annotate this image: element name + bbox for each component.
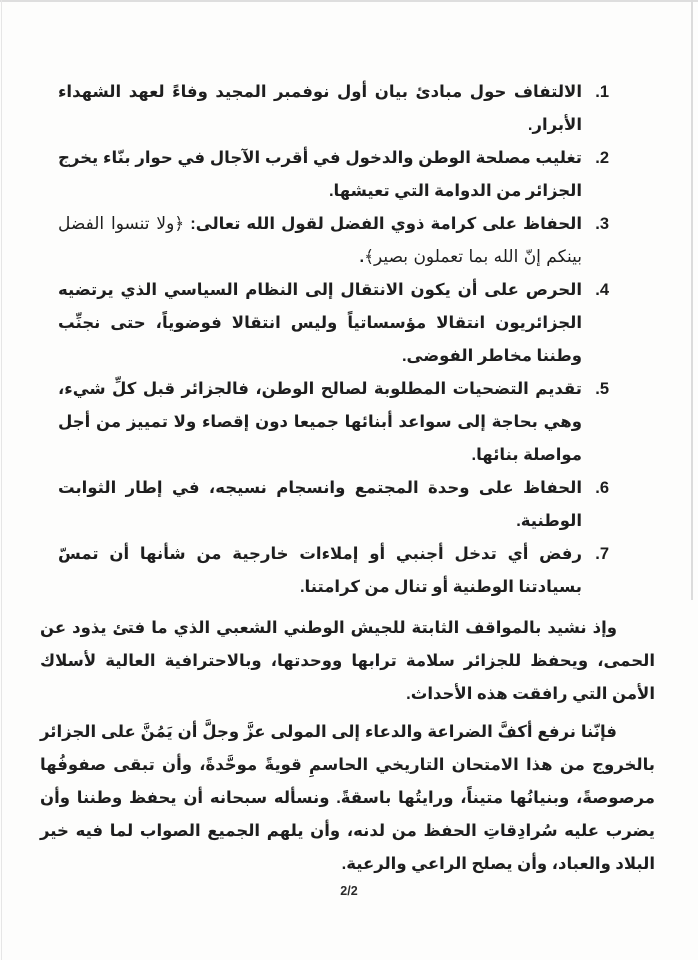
scan-edge-left xyxy=(1,0,2,960)
quran-verse: ﴿ولا تنسوا الفضل بينكم إنّ الله بما تعملون بصير﴾ xyxy=(58,214,582,267)
list-item-number: 6. xyxy=(595,479,609,497)
list-item xyxy=(58,373,609,472)
list-item-text: تقديم التضحيات المطلوبة لصالح الوطن، فالجزائر قبل كلِّ شيء، وهي بحاجة إلى سواعد أبنائها جميعا دون إقصاء ولا تمييز من أجل مواصلة بنائها. xyxy=(58,380,582,464)
scan-edge-top xyxy=(0,0,698,2)
list-item-text: رفض أي تدخل أجنبي أو إملاءات خارجية من شأنها أن تمسّ بسيادتنا الوطنية أو تنال من كرامتنا. xyxy=(58,545,582,596)
list-item xyxy=(58,472,609,538)
list-item-text: . xyxy=(359,248,365,266)
list-item-number: 5. xyxy=(595,380,609,398)
list-item-number: 1. xyxy=(595,83,609,101)
page-number: 2/2 xyxy=(340,884,358,898)
document-body xyxy=(40,76,655,881)
list-item xyxy=(58,274,609,373)
list-item-text: الالتفاف حول مبادئ بيان أول نوفمبر المجيد وفاءً لعهد الشهداء الأبرار. xyxy=(58,83,582,134)
closing-section xyxy=(40,612,655,881)
list-item-number: 7. xyxy=(595,545,609,563)
numbered-list xyxy=(58,76,609,604)
list-item xyxy=(58,538,609,604)
list-item xyxy=(58,76,609,142)
list-item xyxy=(58,142,609,208)
closing-paragraph: وإذ نشيد بالمواقف الثابتة للجيش الوطني الشعبي الذي ما فتئ يذود عن الحمى، ويحفظ للجزائر سلامة ترابها ووحدتها، وبالاحترافية العالية لأسلاك الأمن التي رافقت هذه الأحداث. xyxy=(40,619,655,703)
list-item-text: الحفاظ على كرامة ذوي الفضل لقول الله تعالى: xyxy=(184,215,582,233)
list-item xyxy=(58,208,609,274)
scan-edge-right xyxy=(691,0,693,600)
closing-paragraph: فإنّنا نرفع أكفَّ الضراعة والدعاء إلى المولى عزَّ وجلَّ أن يَمُنَّ على الجزائر بالخروج من هذا الامتحان التاريخي الحاسمِ قويةً موحَّدةً، وأن تبقى صفوفُها مرصوصةً، وبنيانُها متيناً، ورايتُها باسقةً. ونسأله سبحانه أن يحفظ وطننا وأن يضرب عليه سُرادِقاتِ الحفظ من لدنه، وأن يلهم الجميع الصواب لما فيه خير البلاد والعباد، وأن يصلح الراعي والرعية. xyxy=(40,723,655,873)
list-item-number: 2. xyxy=(595,149,609,167)
list-item-text: تغليب مصلحة الوطن والدخول في أقرب الآجال في حوار بنّاء يخرج الجزائر من الدوامة التي تعيشها. xyxy=(58,149,582,200)
list-item-number: 4. xyxy=(595,281,609,299)
list-item-text: الحرص على أن يكون الانتقال إلى النظام السياسي الذي يرتضيه الجزائريون انتقالا مؤسساتياً وليس انتقالا فوضوياً، حتى نجنِّب وطننا مخاطر الفوضى. xyxy=(58,281,582,365)
list-item-number: 3. xyxy=(595,215,609,233)
list-item-text: الحفاظ على وحدة المجتمع وانسجام نسيجه، في إطار الثوابت الوطنية. xyxy=(58,479,582,530)
